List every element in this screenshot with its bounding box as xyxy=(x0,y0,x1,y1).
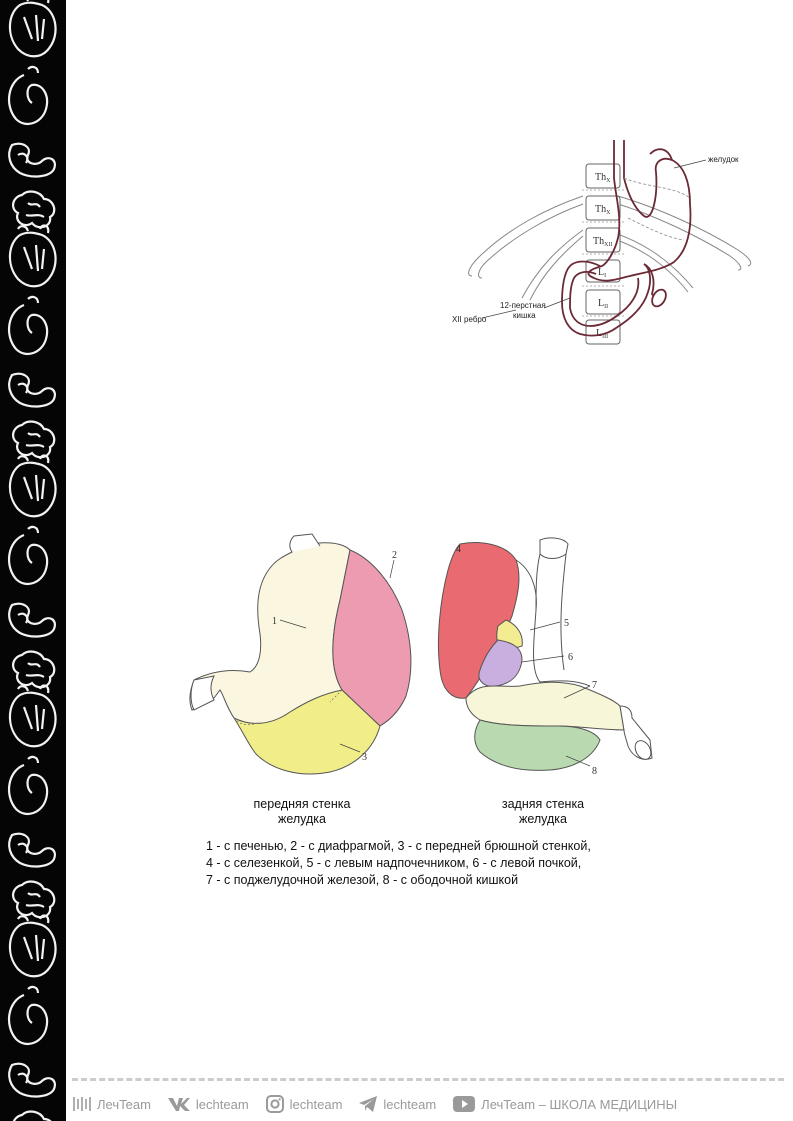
zone-number-4: 4 xyxy=(456,544,461,555)
footer-youtube-link[interactable] xyxy=(452,1095,677,1113)
footer-brand[interactable] xyxy=(70,1095,151,1113)
zone-number-1: 1 xyxy=(272,616,277,627)
zone-number-5: 5 xyxy=(564,618,569,629)
stomach-projection-diagram xyxy=(438,138,768,348)
footer-instagram-link[interactable] xyxy=(265,1094,343,1114)
legend-line-1: 1 - с печенью, 2 - с диафрагмой, 3 - с передней брюшной стенкой, xyxy=(206,839,591,853)
zone-number-7: 7 xyxy=(592,680,597,691)
legend xyxy=(206,838,591,889)
legend-line-3: 7 - с поджелудочной железой, 8 - с ободочной кишкой xyxy=(206,873,519,887)
footer-telegram-label: lechteam xyxy=(383,1096,437,1112)
footer-vk-link[interactable] xyxy=(167,1096,249,1112)
anterior-stomach xyxy=(190,534,411,774)
footer-telegram-link[interactable] xyxy=(358,1095,436,1113)
label-rib: XII ребро xyxy=(452,315,487,324)
decorative-sidebar xyxy=(0,0,66,1121)
instagram-icon xyxy=(265,1094,285,1114)
caption-anterior-wall: передняя стенка желудка xyxy=(253,797,351,826)
svg-text:ThX: $Th_X$ xyxy=(595,172,611,184)
svg-text:ThXII: $Th_{XII}$ xyxy=(593,236,613,248)
svg-text:LIII: $L_{III}$ xyxy=(596,328,609,340)
svg-text:LI: $L_I$ xyxy=(598,267,607,279)
posterior-stomach xyxy=(438,538,654,777)
vk-icon xyxy=(167,1096,191,1112)
footer-instagram-label: lechteam xyxy=(289,1096,343,1112)
zone-number-2: 2 xyxy=(392,550,397,561)
svg-text:ThX: $Th_X$ xyxy=(595,204,611,216)
zone-number-3: 3 xyxy=(362,752,367,763)
zone-number-6: 6 xyxy=(568,652,573,663)
label-duodenum-1: 12-перстная xyxy=(500,301,546,310)
label-stomach: желудок xyxy=(708,155,739,164)
footer-vk-label: lechteam xyxy=(195,1096,249,1112)
footer-brand-label: ЛечTeam xyxy=(97,1096,151,1112)
footer-divider xyxy=(72,1078,784,1081)
anatomy-pattern-icon xyxy=(0,0,66,1121)
telegram-icon xyxy=(358,1095,378,1113)
brand-logo-icon xyxy=(70,1095,92,1113)
footer xyxy=(70,1092,788,1116)
footer-youtube-label: ЛечTeam – ШКОЛА МЕДИЦИНЫ xyxy=(481,1096,678,1112)
youtube-icon xyxy=(452,1095,476,1113)
zone-number-8: 8 xyxy=(592,766,597,777)
caption-posterior-wall: задняя стенка желудка xyxy=(501,797,585,826)
svg-text:LII: $L_{II}$ xyxy=(598,298,609,310)
stomach-walls-diagram xyxy=(180,530,670,790)
legend-line-2: 4 - с селезенкой, 5 - с левым надпочечником, 6 - с левой почкой, xyxy=(206,856,582,870)
label-duodenum-2: кишка xyxy=(513,311,536,320)
